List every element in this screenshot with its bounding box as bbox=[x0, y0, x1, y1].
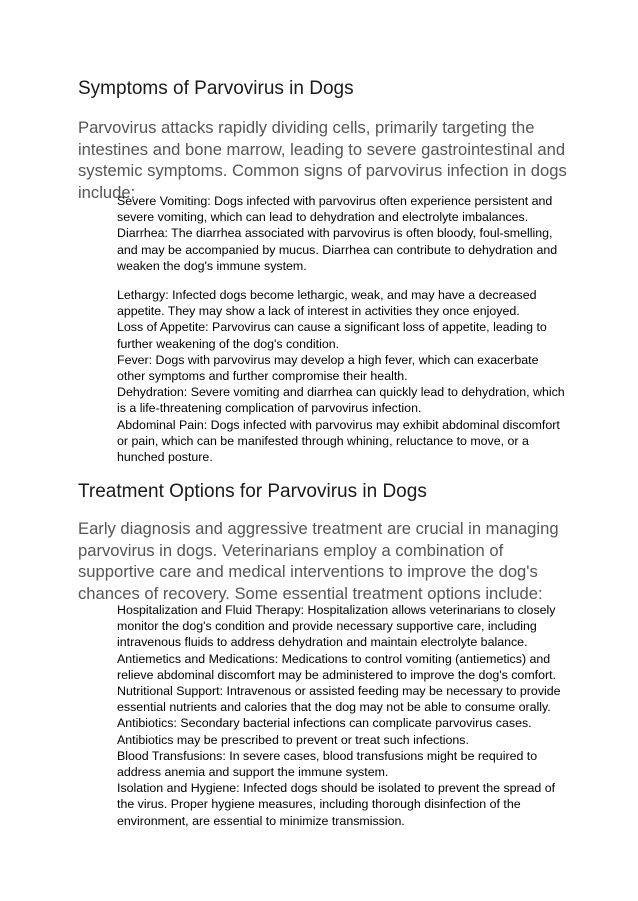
list-item: Blood Transfusions: In severe cases, blood transfusions might be required to address anemia and support the immune system. bbox=[117, 748, 538, 780]
list-item: Antiemetics and Medications: Medications to control vomiting (antiemetics) and relieve abdominal discomfort may be administered to improve the dog's comfort. bbox=[117, 651, 556, 682]
section-heading-symptoms: Symptoms of Parvovirus in Dogs bbox=[78, 78, 354, 99]
list-item: Fever: Dogs with parvovirus may develop a high fever, which can exacerbate other symptoms and further compromise their health. bbox=[117, 352, 539, 384]
list-item: Antibiotics: Secondary bacterial infections can complicate parvovirus cases. Antibiotics may be prescribed to prevent or treat such infections. bbox=[117, 716, 532, 747]
treatment-list bbox=[117, 602, 567, 829]
list-item: Hospitalization and Fluid Therapy: Hospitalization allows veterinarians to closely monitor the dog's condition and provide necessary supportive care, including intravenous fluids to address dehydration and maintain electrolyte balance. bbox=[117, 603, 556, 650]
list-item: Abdominal Pain: Dogs infected with parvovirus may exhibit abdominal discomfort or pain, which can be manifested through whining, reluctance to move, or a hunched posture. bbox=[117, 417, 560, 465]
list-item: Severe Vomiting: Dogs infected with parvovirus often experience persistent and severe vomiting, which can lead to dehydration and electrolyte imbalances. bbox=[117, 194, 553, 225]
section-heading-treatment: Treatment Options for Parvovirus in Dogs bbox=[78, 481, 427, 502]
list-item: Dehydration: Severe vomiting and diarrhea can quickly lead to dehydration, which is a life-threatening complication of parvovirus infection. bbox=[117, 385, 565, 416]
list-item: Isolation and Hygiene: Infected dogs should be isolated to prevent the spread of the virus. Proper hygiene measures, including thorough disinfection of the environment, are essential to minimize transmission. bbox=[117, 781, 556, 828]
symptoms-list bbox=[117, 193, 567, 465]
list-item: Nutritional Support: Intravenous or assisted feeding may be necessary to provide essential nutrients and calories that the dog may not be able to consume orally. bbox=[117, 684, 561, 715]
section-intro-symptoms: Parvovirus attacks rapidly dividing cells, primarily targeting the intestines and bone marrow, leading to severe gastrointestinal and systemic symptoms. Common signs of parvovirus infection in dogs include: bbox=[78, 118, 567, 202]
list-item: Diarrhea: The diarrhea associated with parvovirus is often bloody, foul-smelling, and may be accompanied by mucus. Diarrhea can contribute to dehydration and weaken the dog's immune system. bbox=[117, 226, 558, 273]
section-intro-treatment: Early diagnosis and aggressive treatment are crucial in managing parvovirus in dogs. Veterinarians employ a combination of supportive care and medical interventions to improve the dog's chances of recovery. Some essential treatment options include: bbox=[78, 519, 559, 603]
list-item: Loss of Appetite: Parvovirus can cause a significant loss of appetite, leading to further weakening of the dog's condition. bbox=[117, 320, 547, 351]
list-item: Lethargy: Infected dogs become lethargic, weak, and may have a decreased appetite. They may show a lack of interest in activities they once enjoyed. bbox=[117, 288, 537, 319]
